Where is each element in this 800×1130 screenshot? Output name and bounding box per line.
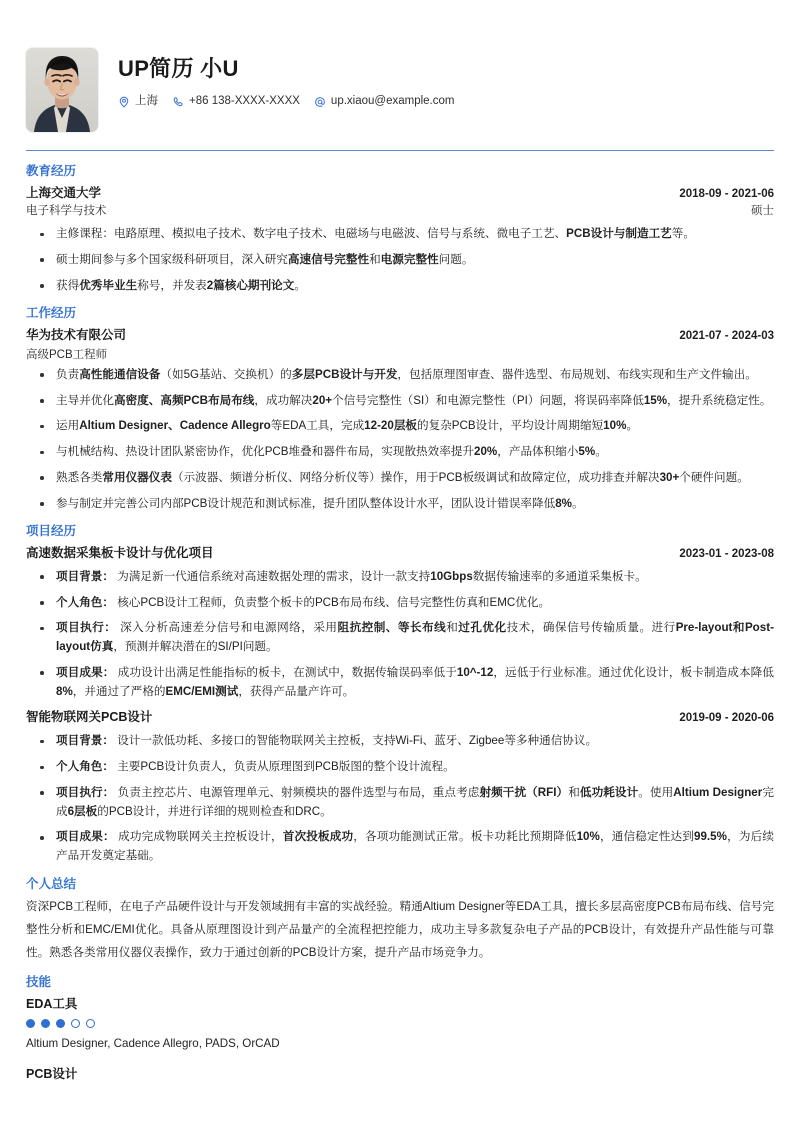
list-item: 主修课程：电路原理、模拟电子技术、数字电子技术、电磁场与电磁波、信号与系统、微电子工艺、PCB设计与制造工艺等。 bbox=[26, 225, 774, 244]
list-item: 项目成果： 成功完成物联网关主控板设计，首次投板成功，各项功能测试正常。板卡功耗比预期降低10%，通信稳定性达到99.5%，为后续产品开发奠定基础。 bbox=[26, 828, 774, 866]
contact-phone-text: +86 138-XXXX-XXXX bbox=[189, 95, 300, 108]
school-name: 上海交通大学 bbox=[26, 185, 102, 200]
section-title-education: 教育经历 bbox=[26, 164, 77, 178]
phone-icon bbox=[172, 96, 184, 108]
email-at-icon bbox=[314, 96, 326, 108]
project-bullets bbox=[26, 568, 774, 702]
work-date: 2021-07 - 2024-03 bbox=[679, 329, 774, 342]
project-entry bbox=[26, 708, 774, 866]
education-entry-head bbox=[26, 184, 774, 204]
project-entry-head bbox=[26, 708, 774, 728]
list-item: 项目执行： 负责主控芯片、电源管理单元、射频模块的器件选型与布局，重点考虑射频干扰（RFI）和低功耗设计。使用Altium Designer完成6层板的PCB设计，并进行详细的规则检查和DRC。 bbox=[26, 784, 774, 822]
avatar bbox=[26, 48, 98, 132]
education-bullets bbox=[26, 225, 774, 295]
contact-email bbox=[314, 94, 455, 109]
skill-name: EDA工具 bbox=[26, 996, 78, 1011]
location-pin-icon bbox=[118, 96, 130, 108]
rating-dot-empty[interactable] bbox=[71, 1019, 80, 1028]
list-item: 硕士期间参与多个国家级科研项目，深入研究高速信号完整性和电源完整性问题。 bbox=[26, 251, 774, 270]
work-entry bbox=[26, 326, 774, 514]
section-summary bbox=[26, 876, 774, 964]
identity-block bbox=[118, 48, 774, 109]
project-name: 高速数据采集板卡设计与优化项目 bbox=[26, 545, 214, 560]
degree: 硕士 bbox=[751, 205, 774, 218]
skill-block bbox=[26, 995, 774, 1053]
contact-location-text: 上海 bbox=[135, 95, 158, 108]
contact-phone bbox=[172, 94, 300, 109]
section-title-skills: 技能 bbox=[26, 975, 52, 990]
skill-block bbox=[26, 1065, 774, 1084]
list-item: 项目执行： 深入分析高速差分信号和电源网络，采用阻抗控制、等长布线和过孔优化技术，确保信号传输质量。进行Pre-layout和Post-layout仿真，预测并解决潜在的SI/PI问题。 bbox=[26, 619, 774, 657]
project-entry-head bbox=[26, 544, 774, 564]
education-date: 2018-09 - 2021-06 bbox=[679, 187, 774, 200]
list-item: 项目背景： 设计一款低功耗、多接口的智能物联网关主控板，支持Wi-Fi、蓝牙、Zigbee等多种通信协议。 bbox=[26, 732, 774, 751]
page-title: UP简历 小U bbox=[118, 56, 239, 81]
list-item: 运用Altium Designer、Cadence Allegro等EDA工具，完成12-20层板的复杂PCB设计，平均设计周期缩短10%。 bbox=[26, 417, 774, 436]
work-entry-head bbox=[26, 326, 774, 346]
resume-header bbox=[26, 48, 774, 150]
section-work bbox=[26, 305, 774, 513]
list-item: 熟悉各类常用仪器仪表（示波器、频谱分析仪、网络分析仪等）操作，用于PCB板级调试和故障定位，成功排查并解决30+个硬件问题。 bbox=[26, 469, 774, 488]
list-item: 项目成果： 成功设计出满足性能指标的板卡，在测试中，数据传输误码率低于10^-12，远低于行业标准。通过优化设计，板卡制造成本降低8%，并通过了严格的EMC/EMI测试，获得产品量产许可。 bbox=[26, 664, 774, 702]
skill-name: PCB设计 bbox=[26, 1067, 78, 1082]
skill-detail: Altium Designer, Cadence Allegro, PADS, OrCAD bbox=[26, 1036, 280, 1050]
rating-dot-filled[interactable] bbox=[56, 1019, 65, 1028]
summary-text: 资深PCB工程师，在电子产品硬件设计与开发领域拥有丰富的实战经验。精通Altium Designer等EDA工具，擅长多层高密度PCB布局布线、信号完整性分析和EMC/EMI优化。具备从原理图设计到产品量产的全流程把控能力，成功主导多款复杂电子产品的PCB设计，有效提升产品性能与可靠性。熟悉各类常用仪器仪表操作，致力于通过创新的PCB设计方案，提升产品市场竞争力。 bbox=[26, 900, 774, 959]
contact-row bbox=[118, 94, 774, 109]
section-title-projects: 项目经历 bbox=[26, 524, 77, 539]
section-education bbox=[26, 163, 774, 295]
list-item: 主导并优化高密度、高频PCB布局布线，成功解决20+个信号完整性（SI）和电源完整性（PI）问题，将误码率降低15%，提升系统稳定性。 bbox=[26, 392, 774, 411]
section-title-summary: 个人总结 bbox=[26, 876, 77, 891]
education-entry-subrow bbox=[26, 203, 774, 221]
list-item: 参与制定并完善公司内部PCB设计规范和测试标准，提升团队整体设计水平，团队设计错误率降低8%。 bbox=[26, 495, 774, 514]
company-name: 华为技术有限公司 bbox=[26, 327, 127, 342]
list-item: 获得优秀毕业生称号，并发表2篇核心期刊论文。 bbox=[26, 277, 774, 296]
job-role: 高级PCB工程师 bbox=[26, 348, 108, 361]
project-name: 智能物联网关PCB设计 bbox=[26, 710, 153, 725]
rating-dot-filled[interactable] bbox=[41, 1019, 50, 1028]
section-skills bbox=[26, 974, 774, 1084]
rating-dot-filled[interactable] bbox=[26, 1019, 35, 1028]
list-item: 个人角色： 核心PCB设计工程师，负责整个板卡的PCB布局布线、信号完整性仿真和EMC优化。 bbox=[26, 594, 774, 613]
contact-location bbox=[118, 94, 158, 109]
rating-dot-empty[interactable] bbox=[86, 1019, 95, 1028]
list-item: 与机械结构、热设计团队紧密协作，优化PCB堆叠和器件布局，实现散热效率提升20%，产品体积缩小5%。 bbox=[26, 443, 774, 462]
project-entry bbox=[26, 544, 774, 702]
work-bullets bbox=[26, 366, 774, 514]
project-date: 2019-09 - 2020-06 bbox=[679, 712, 774, 725]
project-date: 2023-01 - 2023-08 bbox=[679, 547, 774, 560]
section-title-work: 工作经历 bbox=[26, 306, 77, 321]
major: 电子科学与技术 bbox=[26, 205, 107, 218]
skill-rating bbox=[26, 1019, 774, 1028]
section-projects bbox=[26, 523, 774, 866]
list-item: 项目背景： 为满足新一代通信系统对高速数据处理的需求，设计一款支持10Gbps数据传输速率的多通道采集板卡。 bbox=[26, 568, 774, 587]
project-bullets bbox=[26, 732, 774, 866]
education-entry bbox=[26, 184, 774, 296]
contact-email-text: up.xiaou@example.com bbox=[330, 95, 455, 108]
list-item: 负责高性能通信设备（如5G基站、交换机）的多层PCB设计与开发，包括原理图审查、器件选型、布局规划、布线实现和生产文件输出。 bbox=[26, 366, 774, 385]
header-divider bbox=[26, 150, 774, 151]
list-item: 个人角色： 主要PCB设计负责人，负责从原理图到PCB版图的整个设计流程。 bbox=[26, 758, 774, 777]
